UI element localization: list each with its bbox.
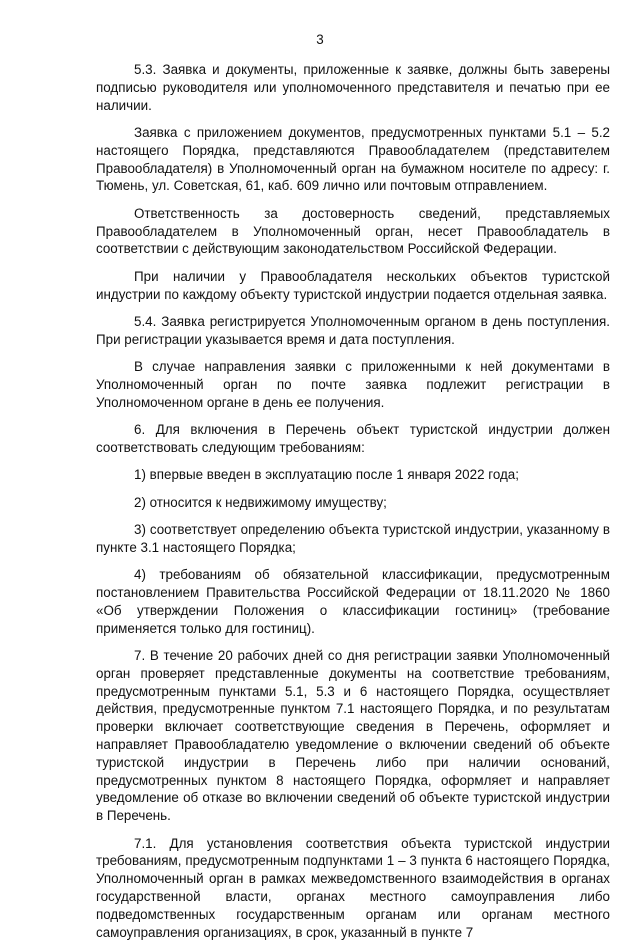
requirement-3: 3) соответствует определению объекта туристской индустрии, указанному в пункте 3.1 настоящего Порядка; bbox=[96, 522, 610, 555]
paragraph-6: 6. Для включения в Перечень объект туристской индустрии должен соответствовать следующим требованиям: bbox=[96, 422, 610, 455]
requirement-2: 2) относится к недвижимому имуществу; bbox=[134, 494, 387, 510]
paragraph-5-4: 5.4. Заявка регистрируется Уполномоченным органом в день поступления. При регистрации указывается время и дата поступления. bbox=[96, 313, 610, 347]
paragraph-responsibility: Ответственность за достоверность сведений, представляемых Правообладателем в Уполномоченный орган, несет Правообладатель в соответствии с действующим законодательством Российской Федерации. bbox=[96, 205, 610, 257]
paragraph-multiple-objects: При наличии у Правообладателя нескольких объектов туристской индустрии по каждому объекту туристской индустрии подается отдельная заявка. bbox=[96, 268, 610, 302]
paragraph-postal-registration: В случае направления заявки с приложенными к ней документами в Уполномоченный орган по почте заявка подлежит регистрации в Уполномоченном органе в день ее получения. bbox=[96, 359, 610, 410]
requirement-4: 4) требованиям об обязательной классификации, предусмотренным постановлением Правительства Российской Федерации от 18.11.2020 № 1860 «Об утверждении Положения о классификации гостиниц» (требование применяется только для гостиниц). bbox=[96, 567, 610, 636]
requirement-1: 1) впервые введен в эксплуатацию после 1 января 2022 года; bbox=[134, 467, 519, 483]
paragraph-7-1: 7.1. Для установления соответствия объекта туристской индустрии требованиям, предусмотренным подпунктами 1 – 3 пункта 6 настоящего Порядка, Уполномоченный орган в рамках межведомственного взаимодействия в органах государственной власти, органах местного самоуправления либо подведомственных государственным органам или органам местного самоуправления организациях, в срок, указанный в пункте 7 bbox=[96, 835, 610, 940]
page-number: 3 bbox=[316, 32, 324, 47]
paragraph-5-3: 5.3. Заявка и документы, приложенные к заявке, должны быть заверены подписью руководителя или уполномоченного представителя и печатью при ее наличии. bbox=[96, 62, 610, 113]
paragraph-7: 7. В течение 20 рабочих дней со дня регистрации заявки Уполномоченный орган проверяет представленные документы на соответствие требованиям, предусмотренным пунктами 5.1, 5.3 и 6 настоящего Порядка, осуществляет действия, предусмотренные пунктом 7.1 настоящего Порядка, и по результатам проверки включает соответствующие сведения в Перечень, оформляет и направляет Правообладателю уведомление о включении сведений об объекте туристской индустрии в Перечень либо при наличии оснований, предусмотренных пунктом 8 настоящего Порядка, оформляет и направляет уведомление об отказе во включении сведений об объекте туристской индустрии в Перечень. bbox=[96, 648, 610, 824]
paragraph-application-submission: Заявка с приложением документов, предусмотренных пунктами 5.1 – 5.2 настоящего Порядка, представляются Правообладателем (представителем Правообладателя) в Уполномоченный орган на бумажном носителе по адресу: г. Тюмень, ул. Советская, 61, каб. 609 лично или почтовым отправлением. bbox=[96, 124, 610, 194]
document-body bbox=[96, 61, 610, 951]
